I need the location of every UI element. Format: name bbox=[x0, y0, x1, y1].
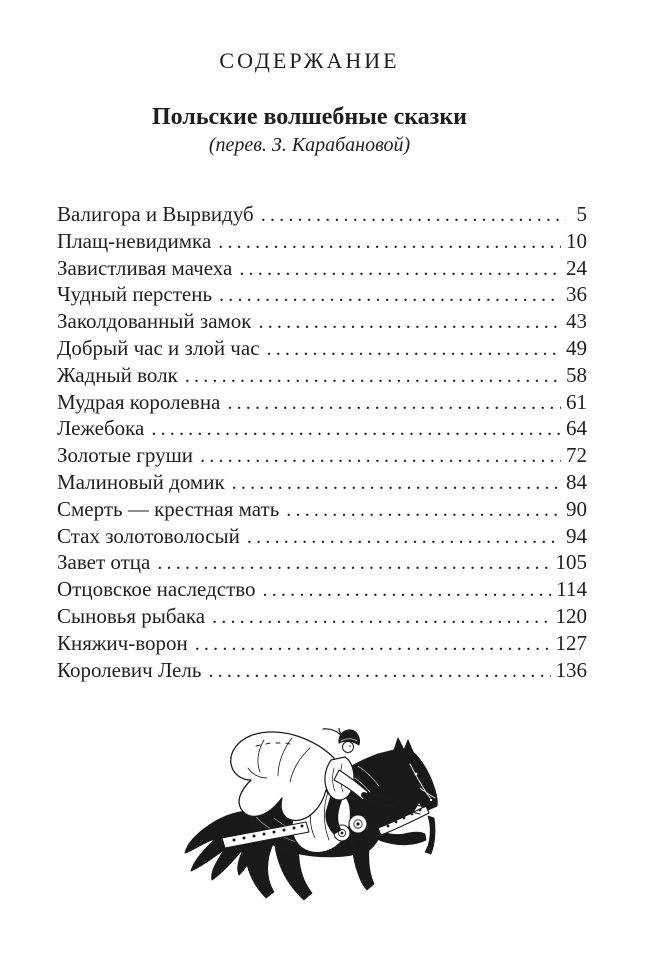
toc-entry-title: Отцовское наследство bbox=[57, 577, 256, 602]
toc-entry-page: 36 bbox=[566, 282, 587, 307]
toc-entry-title: Жадный волк bbox=[57, 362, 178, 387]
horseman-illustration bbox=[182, 728, 444, 918]
toc-dot-leader bbox=[185, 363, 561, 390]
contents-heading: СОДЕРЖАНИЕ bbox=[219, 48, 400, 73]
toc-entry-title: Заколдованный замок bbox=[57, 309, 252, 334]
toc-dot-leader bbox=[286, 497, 561, 524]
toc-dot-leader bbox=[151, 416, 561, 443]
toc-dot-leader bbox=[218, 229, 561, 256]
toc-entry-title: Золотые груши bbox=[57, 443, 194, 468]
toc-entry-title: Малиновый домик bbox=[57, 469, 225, 494]
toc-entry-page: 10 bbox=[566, 228, 587, 253]
toc-entry-page: 43 bbox=[566, 309, 587, 334]
toc-entry-page: 127 bbox=[555, 630, 587, 655]
toc-entry bbox=[57, 577, 587, 604]
toc-entry-title: Плащ-невидимка bbox=[57, 228, 212, 253]
toc-dot-leader bbox=[195, 631, 551, 658]
toc-entry bbox=[57, 631, 587, 658]
toc-dot-leader bbox=[200, 443, 561, 470]
toc-entry bbox=[57, 309, 587, 336]
toc-entry bbox=[57, 604, 587, 631]
toc-entry-title: Валигора и Вырвидуб bbox=[57, 202, 254, 226]
toc-dot-leader bbox=[208, 658, 550, 685]
toc-entry-page: 61 bbox=[566, 389, 587, 414]
toc-entry bbox=[57, 497, 587, 524]
toc-entry-page: 105 bbox=[555, 550, 587, 575]
toc-entry bbox=[57, 524, 587, 551]
toc-entry-title: Лежебока bbox=[57, 416, 145, 441]
toc-entry-title: Мудрая королевна bbox=[57, 389, 221, 414]
toc-entry-page: 94 bbox=[566, 523, 587, 548]
toc-entry-page: 24 bbox=[566, 255, 587, 280]
toc-entry-title: Сыновья рыбака bbox=[57, 603, 206, 628]
toc-entry bbox=[57, 470, 587, 497]
toc-entry bbox=[57, 550, 587, 577]
toc-entry-page: 58 bbox=[566, 362, 587, 387]
toc-entry bbox=[57, 229, 587, 256]
toc-dot-leader bbox=[263, 577, 552, 604]
toc-entry-page: 136 bbox=[555, 657, 587, 682]
toc-entry-page: 72 bbox=[566, 443, 587, 468]
toc-dot-leader bbox=[267, 336, 561, 363]
toc-entry-page: 120 bbox=[555, 603, 587, 628]
toc-entry-title: Завистливая мачеха bbox=[57, 255, 233, 280]
toc-entry bbox=[57, 416, 587, 443]
toc-entry-title: Добрый час и злой час bbox=[57, 335, 260, 360]
toc-entry-title: Смерть — крестная мать bbox=[57, 496, 280, 521]
toc-entry-title: Завет отца bbox=[57, 550, 151, 575]
toc-entry bbox=[57, 282, 587, 309]
toc-dot-leader bbox=[247, 524, 561, 551]
toc-entry bbox=[57, 443, 587, 470]
toc-entry bbox=[57, 256, 587, 283]
toc-entry bbox=[57, 658, 587, 685]
toc-entry-title: Чудный перстень bbox=[57, 282, 213, 307]
toc-dot-leader bbox=[157, 550, 550, 577]
toc-dot-leader bbox=[227, 390, 561, 417]
toc-dot-leader bbox=[239, 256, 561, 283]
toc-entry-page: 90 bbox=[566, 496, 587, 521]
toc-entry-page: 49 bbox=[566, 335, 587, 360]
toc-dot-leader bbox=[261, 202, 566, 229]
toc-dot-leader bbox=[219, 282, 561, 309]
toc-entry bbox=[57, 363, 587, 390]
toc-entry bbox=[57, 202, 587, 229]
toc-dot-leader bbox=[259, 309, 561, 336]
toc-dot-leader bbox=[232, 470, 561, 497]
toc-entry-page: 114 bbox=[556, 577, 587, 602]
toc-entry bbox=[57, 336, 587, 363]
toc-entry-page: 5 bbox=[576, 202, 587, 226]
toc-dot-leader bbox=[212, 604, 550, 631]
toc-entry-page: 64 bbox=[566, 416, 587, 441]
toc-entry-title: Княжич-ворон bbox=[57, 630, 188, 655]
toc-entry-title: Стах золотоволосый bbox=[57, 523, 240, 548]
toc-list bbox=[57, 202, 587, 684]
toc-entry bbox=[57, 390, 587, 417]
translator-note: (перев. З. Карабановой) bbox=[208, 134, 411, 156]
toc-entry-title: Королевич Лель bbox=[57, 657, 202, 682]
toc-entry-page: 84 bbox=[566, 469, 587, 494]
section-title: Польские волшебные сказки bbox=[152, 104, 467, 130]
page-header bbox=[0, 48, 659, 157]
